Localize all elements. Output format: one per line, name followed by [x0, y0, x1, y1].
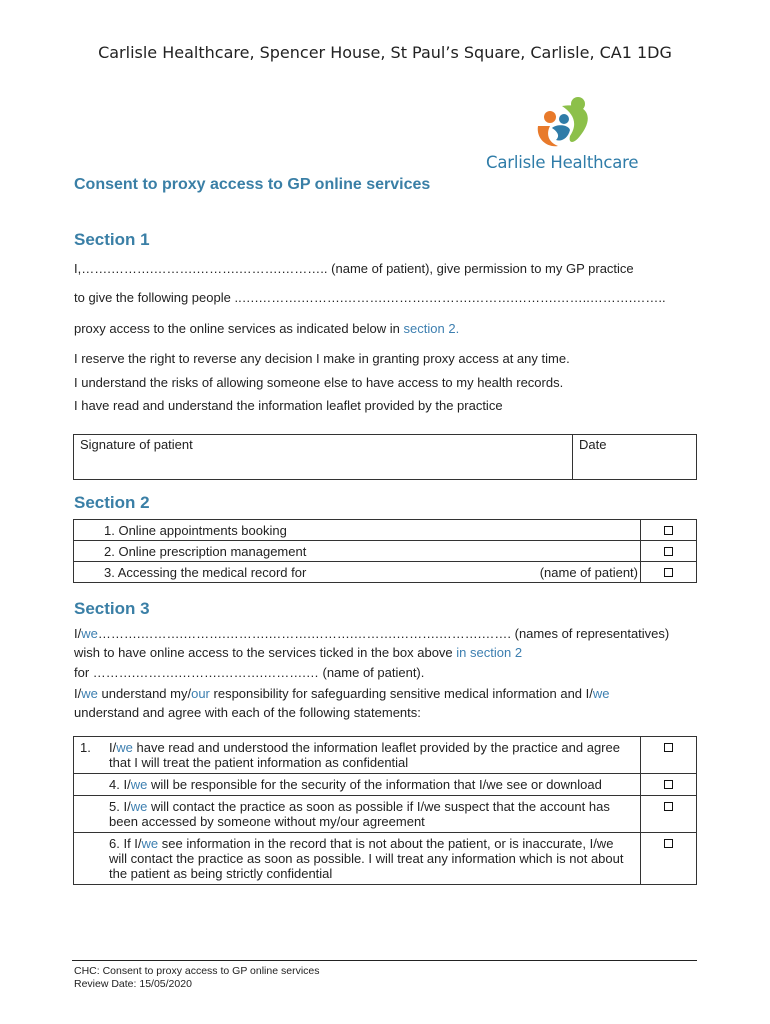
proxy-people-field[interactable]: ..….……….……….……….……….……….……….……….……..……….……..: [234, 290, 666, 305]
statement-reverse: I reserve the right to reverse any decision I make in granting proxy access at any time.: [74, 351, 570, 366]
line2-prefix: to give the following people: [74, 290, 231, 305]
text-i: I/: [123, 777, 131, 792]
service-text: 2. Online prescription management: [104, 543, 307, 559]
footer: [74, 965, 320, 991]
section1-heading: Section 1: [74, 230, 150, 249]
line2-text: wish to have online access to the services ticked in the box above: [74, 645, 453, 660]
section1-line1: [74, 261, 634, 276]
section3-line3: [74, 665, 424, 680]
representatives-field[interactable]: ……….……….……….……….……….……….……….……….……….…….: [97, 626, 511, 641]
line1-suffix: (name of patient), give permission to my GP practice: [331, 261, 634, 276]
statement-number: 5.: [109, 799, 120, 814]
statement-text: have read and understood the information leaflet provided by the practice and agree that I will treat the patient information as confidential: [109, 740, 620, 770]
signature-table: [73, 434, 697, 480]
text-responsibility: responsibility for safeguarding sensitive medical information and I/: [213, 686, 593, 701]
statement-leaflet: I have read and understand the information leaflet provided by the practice: [74, 398, 503, 413]
service-cell: [641, 541, 697, 562]
text-our: our: [191, 686, 210, 701]
text-i: If I/: [123, 836, 142, 851]
logo: [486, 96, 646, 182]
statement-text: will contact the practice as soon as possible if I/we suspect that the account has been accessed by someone without my/our agreement: [109, 799, 610, 829]
section3-line4: [74, 686, 610, 701]
statement-1-checkbox[interactable]: [664, 743, 673, 752]
line3-text: proxy access to the online services as indicated below in: [74, 321, 400, 336]
statement-4-checkbox[interactable]: [664, 780, 673, 789]
signature-field[interactable]: [74, 435, 573, 480]
checkbox-cell: [641, 774, 697, 796]
signature-label: Signature of patient: [80, 437, 193, 452]
text-we: we: [81, 686, 98, 701]
table-row: [74, 796, 697, 833]
table-row: [74, 520, 697, 541]
practice-address: Carlisle Healthcare, Spencer House, St Paul’s Square, Carlisle, CA1 1DG: [98, 43, 672, 62]
section2-link[interactable]: in section 2: [456, 645, 523, 660]
statement-cell: [74, 796, 641, 833]
service-text: 3. Accessing the medical record for: [104, 564, 307, 580]
statement-number: 4.: [109, 777, 120, 792]
for-label: for: [74, 665, 90, 680]
text-i: I/: [74, 686, 82, 701]
checkbox-cell: [641, 796, 697, 833]
patient-name-field[interactable]: …….……….……….……….……….………..: [81, 261, 328, 276]
statement-6-checkbox[interactable]: [664, 839, 673, 848]
statement-number: 6.: [109, 836, 120, 851]
prescription-checkbox[interactable]: [664, 547, 673, 556]
text-we: we: [592, 686, 610, 701]
section2-link[interactable]: section 2.: [403, 321, 460, 336]
service-label: [74, 520, 641, 541]
services-table: [73, 519, 697, 583]
section3-line1: [74, 626, 669, 641]
line1-prefix: I,: [74, 261, 82, 276]
text-understand: understand my/: [101, 686, 192, 701]
table-row: [74, 541, 697, 562]
date-field[interactable]: [573, 435, 697, 480]
section2-heading: Section 2: [74, 493, 150, 512]
medical-record-checkbox[interactable]: [664, 568, 673, 577]
service-cell: [641, 562, 697, 583]
table-row: [74, 562, 697, 583]
appointments-checkbox[interactable]: [664, 526, 673, 535]
service-text: 1. Online appointments booking: [104, 522, 287, 538]
representatives-note: (names of representatives): [514, 626, 670, 641]
table-row: [74, 737, 697, 774]
checkbox-cell: [641, 737, 697, 774]
date-label: Date: [579, 437, 607, 452]
footer-review-date: Review Date: 15/05/2020: [74, 978, 192, 990]
footer-divider: [72, 960, 697, 961]
statement-text: see information in the record that is not about the patient, or is inaccurate, I/we will contact the practice as soon as possible. I will treat any information which is not about the patient as being strictly confidential: [109, 836, 624, 881]
statement-text: will be responsible for the security of the information that I/we see or download: [150, 777, 602, 792]
service-label: [74, 562, 641, 583]
statement-cell: [74, 737, 641, 774]
statement-cell: [74, 833, 641, 885]
statement-cell: [74, 774, 641, 796]
section3-line2: [74, 645, 522, 660]
table-row: [74, 774, 697, 796]
text-we: we: [141, 836, 159, 851]
patient-note: (name of patient).: [322, 665, 425, 680]
statement-risks: I understand the risks of allowing someone else to have access to my health records.: [74, 375, 564, 390]
service-label: [74, 541, 641, 562]
statement-5-checkbox[interactable]: [664, 802, 673, 811]
checkbox-cell: [641, 833, 697, 885]
text-i: I/: [74, 626, 82, 641]
section3-line5: understand and agree with each of the following statements:: [74, 705, 421, 720]
logo-figures-icon: [534, 96, 644, 156]
section1-line3: [74, 321, 459, 336]
text-we: we: [130, 799, 148, 814]
footer-doc-title: CHC: Consent to proxy access to GP online services: [74, 965, 320, 977]
patient-name-field[interactable]: ……….……….……….……….……….…: [92, 665, 319, 680]
text-we: we: [116, 740, 133, 755]
service-cell: [641, 520, 697, 541]
text-we: we: [81, 626, 98, 641]
logo-text: Carlisle Healthcare: [486, 153, 639, 172]
text-we: we: [130, 777, 148, 792]
statement-number: 1.: [80, 740, 91, 755]
text-i: I/: [123, 799, 131, 814]
text-i: I/: [109, 740, 117, 755]
table-row: [74, 833, 697, 885]
section3-heading: Section 3: [74, 599, 150, 618]
statements-table: [73, 736, 697, 885]
page-title: Consent to proxy access to GP online services: [74, 176, 431, 193]
section1-line2: [74, 290, 666, 305]
name-of-patient-note: (name of patient): [539, 564, 638, 580]
